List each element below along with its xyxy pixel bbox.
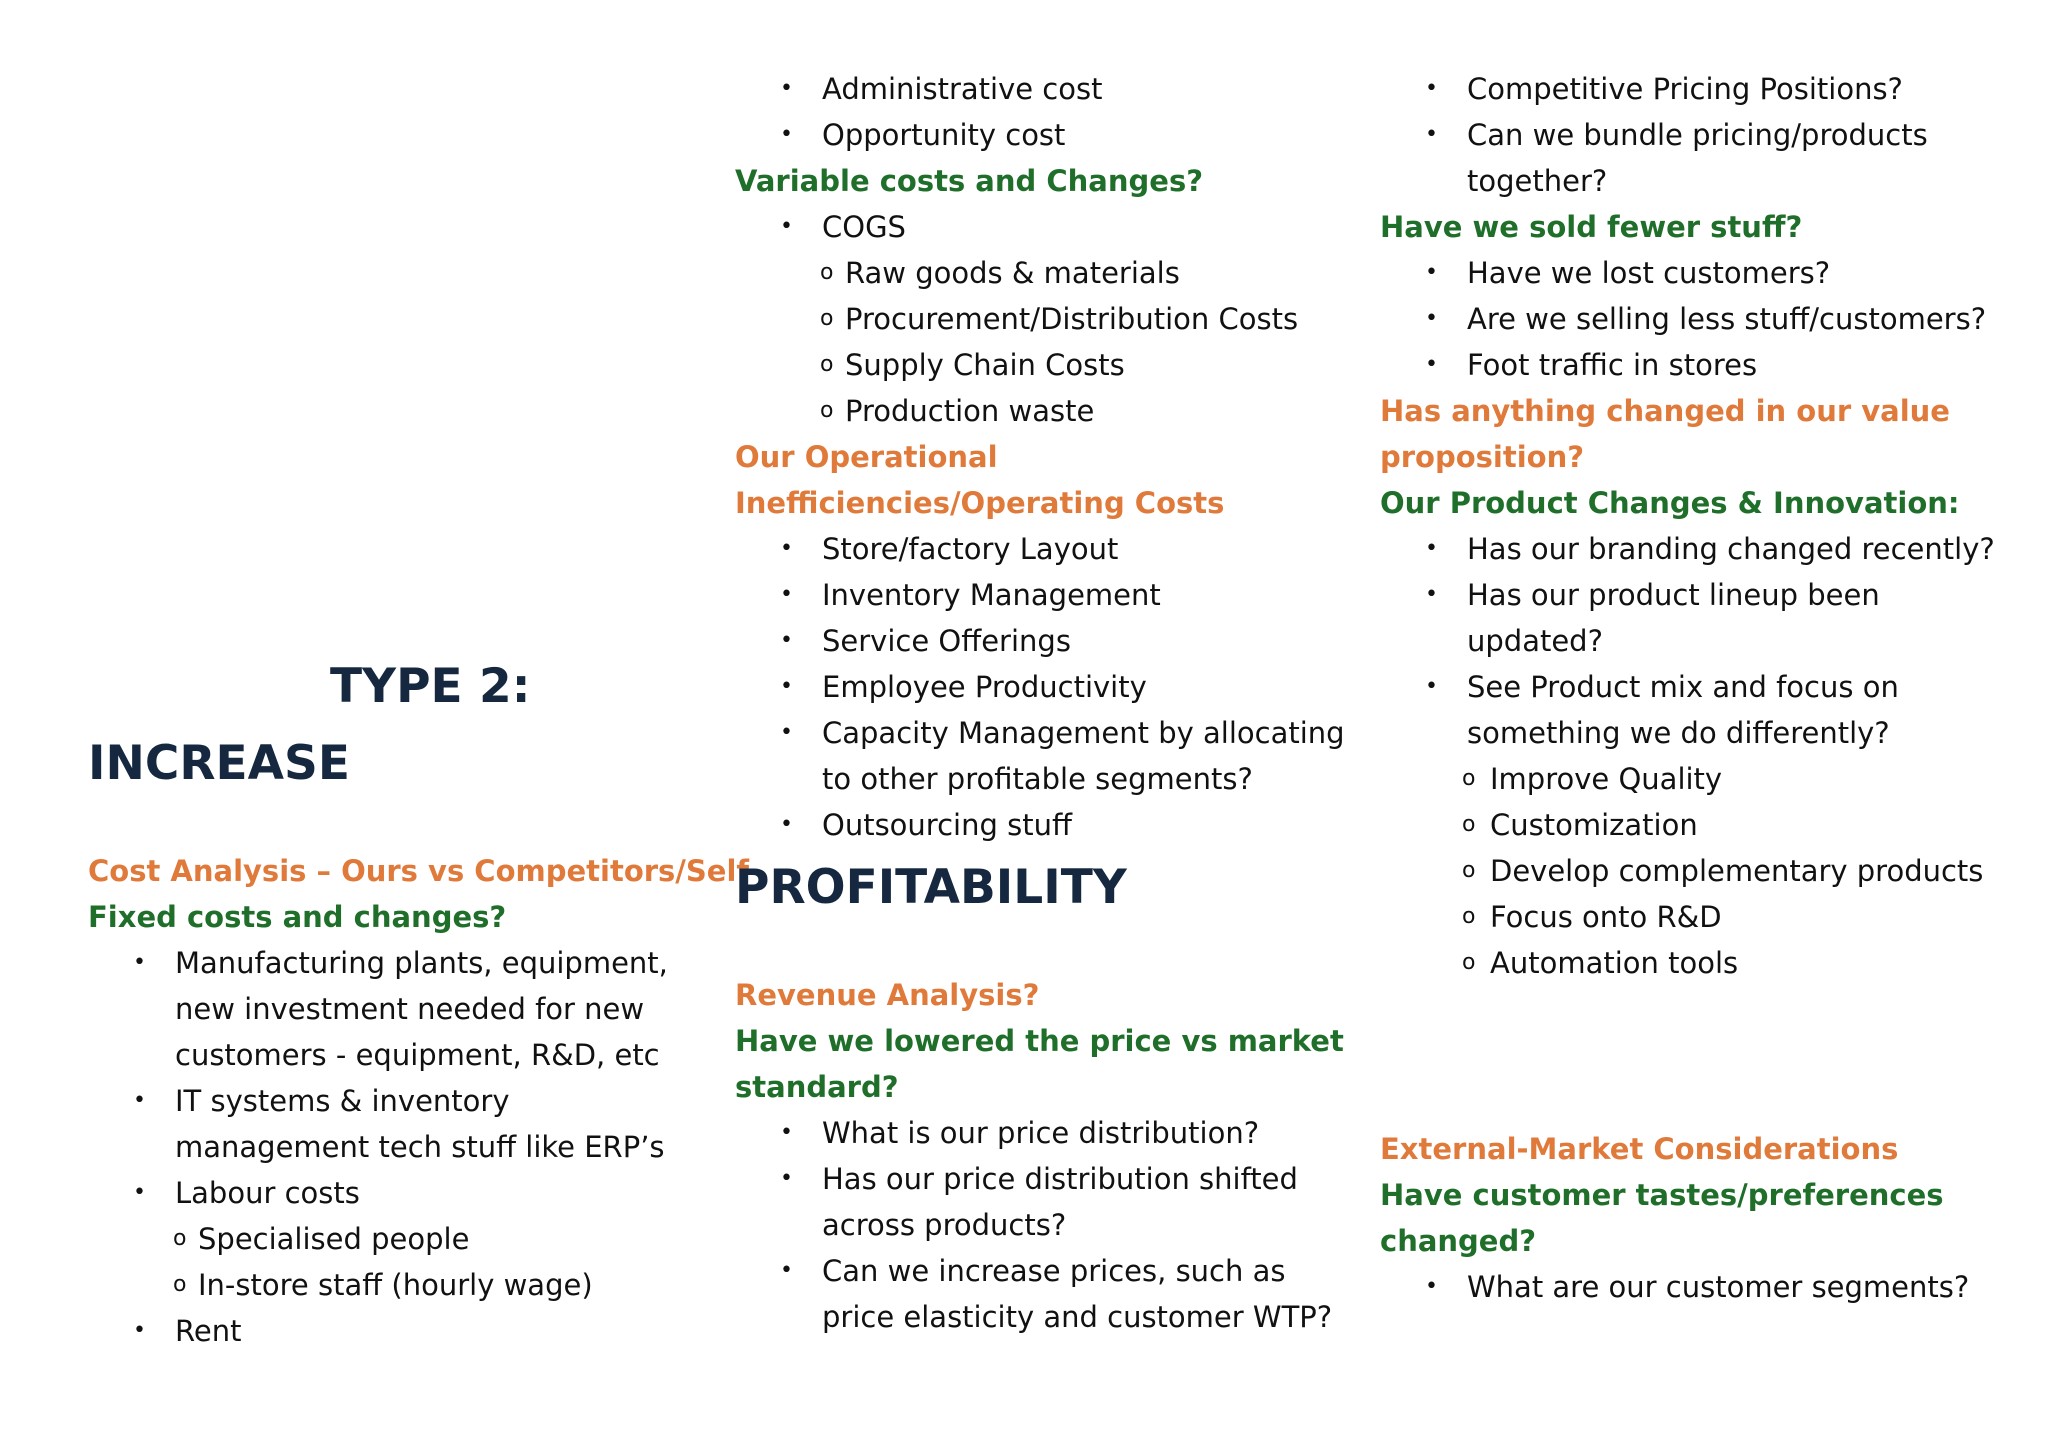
sub-marker: o [1462, 766, 1476, 791]
list-item: • Store/factory Layout [735, 526, 1118, 572]
list-item: • Have we lost customers? [1380, 250, 1830, 296]
sub-marker: o [1462, 904, 1476, 929]
bullet-marker: • [133, 950, 146, 975]
list-item: • COGS [735, 204, 906, 250]
cost-analysis-heading: Cost Analysis – Ours vs Competitors/Self [88, 854, 750, 888]
sub-marker: o [820, 398, 834, 423]
list-item: • Foot traffic in stores [1380, 342, 1757, 388]
bullet-marker: • [1425, 260, 1438, 285]
sub-list-item: o Customization [1380, 802, 1698, 848]
sub-marker: o [820, 260, 834, 285]
list-item: • Capacity Management by allocating [735, 710, 1345, 756]
sub-marker: o [1462, 858, 1476, 883]
bullet-marker: • [780, 1258, 793, 1283]
sub-list-item: o Production waste [735, 388, 1094, 434]
operational-heading-line-1: Our Operational [735, 440, 998, 474]
value-proposition-heading-line-1: Has anything changed in our value [1380, 394, 1950, 428]
sold-fewer-heading: Have we sold fewer stuff? [1380, 210, 1803, 244]
list-item-continued: updated? [1467, 624, 1603, 658]
sub-marker: o [820, 306, 834, 331]
list-item: • Labour costs [88, 1170, 360, 1216]
bullet-marker: • [1425, 582, 1438, 607]
list-item-continued: across products? [822, 1208, 1067, 1242]
bullet-marker: • [1425, 674, 1438, 699]
list-item-continued: new investment needed for new [175, 992, 645, 1026]
list-item: • Has our product lineup been [1380, 572, 1880, 618]
external-market-heading: External-Market Considerations [1380, 1132, 1899, 1166]
list-item: • Competitive Pricing Positions? [1380, 66, 1903, 112]
sub-list-item: o Specialised people [88, 1216, 469, 1262]
sub-marker: o [1462, 950, 1476, 975]
list-item: • IT systems & inventory [88, 1078, 510, 1124]
type-heading: TYPE 2: [330, 659, 531, 714]
bullet-marker: • [780, 122, 793, 147]
sub-list-item: o In-store staff (hourly wage) [88, 1262, 593, 1308]
bullet-marker: • [133, 1088, 146, 1113]
bullet-marker: • [133, 1318, 146, 1343]
increase-heading: INCREASE [88, 736, 350, 791]
list-item-continued: something we do differently? [1467, 716, 1890, 750]
bullet-marker: • [780, 76, 793, 101]
bullet-marker: • [780, 812, 793, 837]
sub-list-item: o Raw goods & materials [735, 250, 1180, 296]
list-item-continued: management tech stuff like ERP’s [175, 1130, 665, 1164]
list-item: • See Product mix and focus on [1380, 664, 1899, 710]
value-proposition-heading-line-2: proposition? [1380, 440, 1585, 474]
product-changes-heading: Our Product Changes & Innovation: [1380, 486, 1960, 520]
sub-marker: o [1462, 812, 1476, 837]
list-item: • Has our branding changed recently? [1380, 526, 1995, 572]
sub-list-item: o Supply Chain Costs [735, 342, 1125, 388]
list-item: • Inventory Management [735, 572, 1161, 618]
sub-marker: o [820, 352, 834, 377]
bullet-marker: • [780, 582, 793, 607]
list-item: • Can we bundle pricing/products [1380, 112, 1928, 158]
bullet-marker: • [780, 536, 793, 561]
bullet-marker: • [1425, 306, 1438, 331]
sub-marker: o [173, 1272, 187, 1297]
bullet-marker: • [780, 674, 793, 699]
list-item: • Administrative cost [735, 66, 1102, 112]
lowered-price-heading-line-2: standard? [735, 1070, 899, 1104]
list-item-continued: price elasticity and customer WTP? [822, 1300, 1333, 1334]
bullet-marker: • [1425, 76, 1438, 101]
list-item: • Are we selling less stuff/customers? [1380, 296, 1986, 342]
revenue-analysis-heading: Revenue Analysis? [735, 978, 1040, 1012]
bullet-marker: • [780, 1166, 793, 1191]
bullet-marker: • [1425, 122, 1438, 147]
bullet-marker: • [133, 1180, 146, 1205]
sub-list-item: o Develop complementary products [1380, 848, 1983, 894]
bullet-marker: • [780, 214, 793, 239]
profitability-heading: PROFITABILITY [735, 860, 1127, 915]
sub-list-item: o Improve Quality [1380, 756, 1722, 802]
bullet-marker: • [1425, 536, 1438, 561]
list-item: • What are our customer segments? [1380, 1264, 1969, 1310]
list-item: • What is our price distribution? [735, 1110, 1259, 1156]
fixed-costs-heading: Fixed costs and changes? [88, 900, 507, 934]
sub-marker: o [173, 1226, 187, 1251]
list-item: • Has our price distribution shifted [735, 1156, 1298, 1202]
variable-costs-heading: Variable costs and Changes? [735, 164, 1204, 198]
customer-tastes-heading-line-1: Have customer tastes/preferences [1380, 1178, 1944, 1212]
bullet-marker: • [1425, 1274, 1438, 1299]
list-item: • Outsourcing stuff [735, 802, 1072, 848]
list-item: • Manufacturing plants, equipment, [88, 940, 668, 986]
sub-list-item: o Procurement/Distribution Costs [735, 296, 1298, 342]
sub-list-item: o Automation tools [1380, 940, 1738, 986]
customer-tastes-heading-line-2: changed? [1380, 1224, 1537, 1258]
bullet-marker: • [780, 628, 793, 653]
sub-list-item: o Focus onto R&D [1380, 894, 1722, 940]
list-item: • Can we increase prices, such as [735, 1248, 1285, 1294]
lowered-price-heading-line-1: Have we lowered the price vs market [735, 1024, 1344, 1058]
operational-heading-line-2: Inefficiencies/Operating Costs [735, 486, 1225, 520]
bullet-marker: • [1425, 352, 1438, 377]
list-item: • Opportunity cost [735, 112, 1065, 158]
list-item: • Rent [88, 1308, 241, 1354]
bullet-marker: • [780, 1120, 793, 1145]
list-item: • Employee Productivity [735, 664, 1147, 710]
list-item-continued: together? [1467, 164, 1608, 198]
bullet-marker: • [780, 720, 793, 745]
list-item: • Service Offerings [735, 618, 1071, 664]
list-item-continued: customers - equipment, R&D, etc [175, 1038, 660, 1072]
list-item-continued: to other profitable segments? [822, 762, 1253, 796]
